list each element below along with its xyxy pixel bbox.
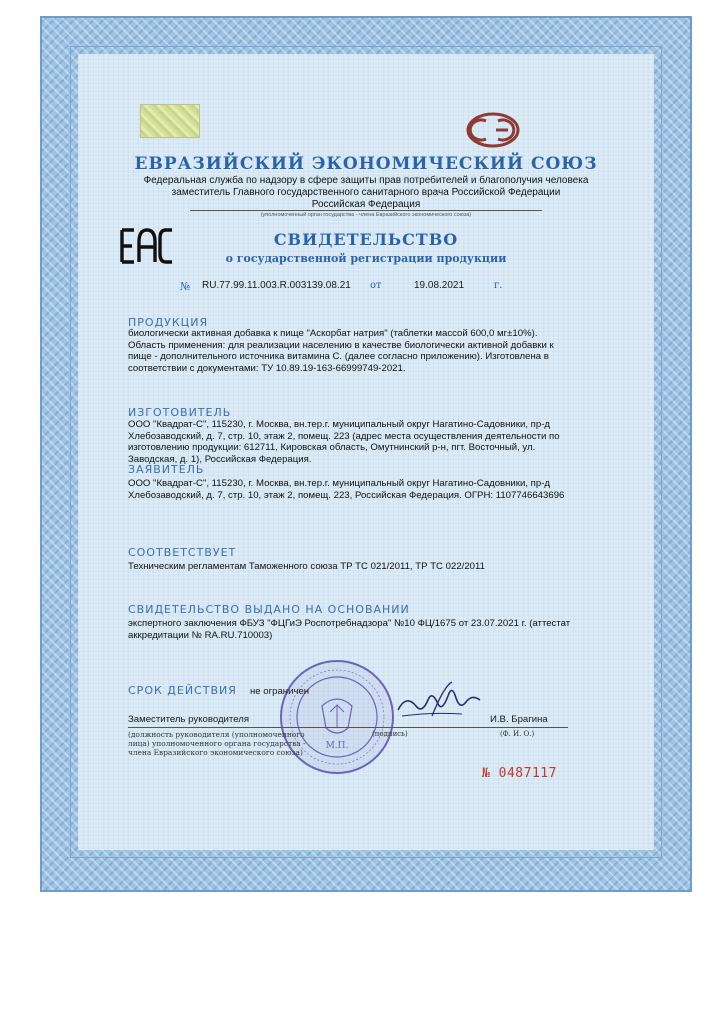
agency-line: Федеральная служба по надзору в сфере защиты прав потребителей и благополучия человека [143,175,589,186]
eac-logo-icon [120,228,174,264]
hologram-sticker [140,104,200,138]
manufacturer-line: Хлебозаводский, д. 7, стр. 10, этаж 2, помещ. 223 (адрес места осуществления деятельности по [128,430,560,442]
registration-date: 19.08.2021 [414,280,465,291]
manufacturer-heading: ИЗГОТОВИТЕЛЬ [128,406,232,419]
fio-caption: (Ф. И. О.) [500,730,535,738]
applicant-text [128,478,586,501]
date-from-label: от [370,280,382,291]
seal-mark: М.П. [325,741,349,751]
manufacturer-text [128,419,586,465]
basis-line: экспертного заключения ФБУЗ "ФЦГиЭ Роспотребнадзора" №10 ФЦ/1675 от 23.07.2021 г. (аттестат [128,618,571,629]
handwritten-signature-icon [392,676,484,724]
manufacturer-line: ООО "Квадрат-С", 115230, г. Москва, вн.тер.г. муниципальный округ Нагатино-Садовники, пр-д [128,419,551,430]
product-heading: ПРОДУКЦИЯ [128,316,209,329]
basis-text [128,618,586,641]
caption-line: лица) уполномоченного органа государства - [128,739,306,748]
product-line: Область применения: для реализации населению в качестве биологически активной добавки к [128,339,554,351]
signature-caption: (подпись) [372,730,408,738]
certificate-subtitle: о государственной регистрации продукции [225,252,507,265]
agency-caption: (уполномоченный орган государства - члена Евразийского экономического союза) [190,210,542,218]
certificate-title: СВИДЕТЕЛЬСТВО [273,230,459,249]
issuing-agency [116,175,616,211]
validity-heading: СРОК ДЕЙСТВИЯ [128,684,237,697]
signature-underline [128,727,568,728]
number-mark: № [180,280,191,293]
applicant-heading: ЗАЯВИТЕЛЬ [128,463,205,476]
product-line: пище - дополнительного источника витамина С. (далее согласно приложению). Изготовлена в [128,351,549,362]
signer-position: Заместитель руководителя [128,714,250,725]
applicant-line: Хлебозаводский, д. 7, стр. 10, этаж 2, помещ. 223, Российская Федерация. ОГРН: 1107746643696 [128,489,565,501]
official-seal-icon [278,658,396,776]
conforms-line: Техническим регламентам Таможенного союза ТР ТС 021/2011, ТР ТС 022/2011 [128,561,485,572]
caption-line: (должность руководителя (уполномоченного [128,730,305,739]
caption-line: члена Евразийского экономического союза) [128,748,303,757]
basis-line: аккредитации № RA.RU.710003) [128,629,273,641]
conforms-text [128,561,586,573]
applicant-line: ООО "Квадрат-С", 115230, г. Москва, вн.тер.г. муниципальный округ Нагатино-Садовники, пр-д [128,478,551,489]
product-line: биологически активная добавка к пище "Аскорбат натрия" (таблетки массой 600,0 мг±10%). [128,328,538,339]
manufacturer-line: Заводская, д. 1), Российская Федерация. [128,453,312,465]
registration-number: RU.77.99.11.003.R.003139.08.21 [202,280,351,291]
agency-line: Российская Федерация [311,199,421,210]
product-text [128,328,586,374]
position-caption [128,730,348,757]
union-name: ЕВРАЗИЙСКИЙ ЭКОНОМИЧЕСКИЙ СОЮЗ [134,154,598,174]
product-line: соответствии с документами: ТУ 10.89.19-163-66999749-2021. [128,362,406,374]
signer-name: И.В. Брагина [490,714,548,725]
basis-heading: СВИДЕТЕЛЬСТВО ВЫДАНО НА ОСНОВАНИИ [128,603,410,616]
validity-value: не ограничен [250,686,310,697]
se-logo-icon [466,112,520,148]
year-suffix: г. [494,280,503,291]
manufacturer-line: изготовлению продукции: 612711, Кировская область, Омутнинский р-н, пгт. Восточный, ул. [128,442,536,453]
agency-line: заместитель Главного государственного санитарного врача Российской Федерации [171,187,561,198]
conforms-heading: СООТВЕТСТВУЕТ [128,546,237,559]
serial-number: № 0487117 [482,766,557,781]
